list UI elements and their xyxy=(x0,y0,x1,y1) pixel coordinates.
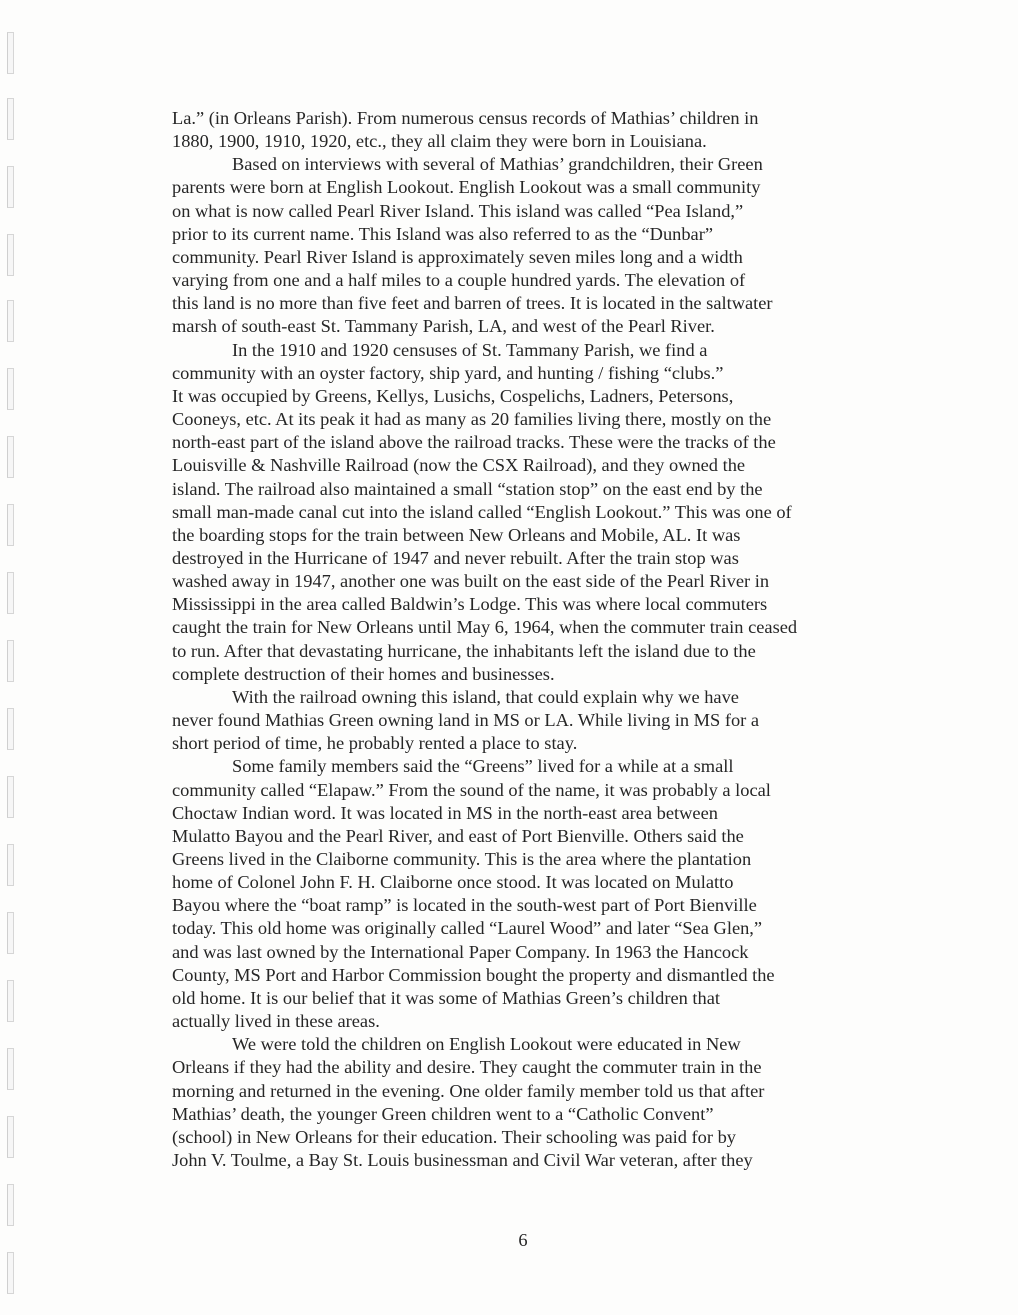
text-line: La.” (in Orleans Parish). From numerous census records of Mathias’ children in xyxy=(172,108,759,128)
text-line: It was occupied by Greens, Kellys, Lusichs, Cospelichs, Ladners, Petersons, xyxy=(172,385,734,406)
text-line: With the railroad owning this island, that could explain why we have xyxy=(232,686,739,707)
text-line: this land is no more than five feet and barren of trees. It is located in the saltwater xyxy=(172,293,773,314)
binding-hole xyxy=(7,1184,14,1226)
text-line: caught the train for New Orleans until May 6, 1964, when the commuter train ceased xyxy=(172,617,798,638)
binding-holes xyxy=(0,0,30,1315)
text-line: destroyed in the Hurricane of 1947 and never rebuilt. After the train stop was xyxy=(172,547,739,568)
text-line: actually lived in these areas. xyxy=(172,1011,380,1032)
binding-hole xyxy=(7,776,14,818)
text-line: Greens lived in the Claiborne community. This is the area where the plantation xyxy=(172,849,752,869)
text-line: parents were born at English Lookout. English Lookout was a small community xyxy=(172,177,761,198)
binding-hole xyxy=(7,980,14,1022)
text-line: 1880, 1900, 1910, 1920, etc., they all claim they were born in Louisiana. xyxy=(172,131,707,152)
text-line: today. This old home was originally called “Laurel Wood” and later “Sea Glen,” xyxy=(172,918,763,939)
text-line: island. The railroad also maintained a small “station stop” on the east end by the xyxy=(172,478,763,499)
text-line: Louisville & Nashville Railroad (now the CSX Railroad), and they owned the xyxy=(172,455,746,476)
text-line: never found Mathias Green owning land in MS or LA. While living in MS for a xyxy=(172,710,760,731)
text-line: Mulatto Bayou and the Pearl River, and east of Port Bienville. Others said the xyxy=(172,825,744,846)
binding-hole xyxy=(7,844,14,886)
binding-hole xyxy=(7,912,14,954)
text-line: marsh of south-east St. Tammany Parish, LA, and west of the Pearl River. xyxy=(172,316,715,337)
binding-hole xyxy=(7,98,14,140)
text-line: washed away in 1947, another one was built on the east side of the Pearl River in xyxy=(172,571,770,592)
binding-hole xyxy=(7,640,14,682)
text-line: Bayou where the “boat ramp” is located in the south-west part of Port Bienville xyxy=(172,895,757,916)
binding-hole xyxy=(7,234,14,276)
text-line: morning and returned in the evening. One older family member told us that after xyxy=(172,1080,765,1101)
binding-hole xyxy=(7,504,14,546)
text-line: Mathias’ death, the younger Green children went to a “Catholic Convent” xyxy=(172,1103,714,1124)
text-line: Mississippi in the area called Baldwin’s Lodge. This was where local commuters xyxy=(172,594,768,615)
binding-hole xyxy=(7,708,14,750)
text-line: the boarding stops for the train between New Orleans and Mobile, AL. It was xyxy=(172,524,741,545)
binding-hole xyxy=(7,436,14,478)
binding-hole xyxy=(7,1252,14,1294)
binding-hole xyxy=(7,368,14,410)
text-line: community with an oyster factory, ship yard, and hunting / fishing “clubs.” xyxy=(172,362,724,383)
text-line: John V. Toulme, a Bay St. Louis businessman and Civil War veteran, after they xyxy=(172,1150,753,1171)
text-line: In the 1910 and 1920 censuses of St. Tammany Parish, we find a xyxy=(232,339,708,360)
text-line: on what is now called Pearl River Island. This island was called “Pea Island,” xyxy=(172,200,744,221)
text-line: Based on interviews with several of Mathias’ grandchildren, their Green xyxy=(232,154,763,175)
text-line: home of Colonel John F. H. Claiborne once stood. It was located on Mulatto xyxy=(172,872,734,893)
text-line: varying from one and a half miles to a couple hundred yards. The elevation of xyxy=(172,270,746,291)
text-line: old home. It is our belief that it was some of Mathias Green’s children that xyxy=(172,987,721,1008)
document-body-text xyxy=(172,107,872,1172)
text-line: Orleans if they had the ability and desire. They caught the commuter train in the xyxy=(172,1057,762,1078)
text-line: short period of time, he probably rented a place to stay. xyxy=(172,733,578,754)
page-number: 6 xyxy=(518,1230,528,1250)
binding-hole xyxy=(7,300,14,342)
text-line: complete destruction of their homes and businesses. xyxy=(172,663,555,684)
text-line: to run. After that devastating hurricane, the inhabitants left the island due to the xyxy=(172,640,756,661)
binding-hole xyxy=(7,572,14,614)
binding-hole xyxy=(7,1116,14,1158)
text-line: County, MS Port and Harbor Commission bought the property and dismantled the xyxy=(172,964,775,985)
text-line: prior to its current name. This Island was also referred to as the “Dunbar” xyxy=(172,223,713,244)
text-line: community called “Elapaw.” From the sound of the name, it was probably a local xyxy=(172,779,771,800)
text-line: small man-made canal cut into the island called “English Lookout.” This was one of xyxy=(172,501,792,522)
text-line: Some family members said the “Greens” lived for a while at a small xyxy=(232,756,734,777)
binding-hole xyxy=(7,1048,14,1090)
binding-hole xyxy=(7,166,14,208)
text-line: north-east part of the island above the railroad tracks. These were the tracks of the xyxy=(172,432,776,453)
text-line: (school) in New Orleans for their education. Their schooling was paid for by xyxy=(172,1126,736,1147)
text-line: We were told the children on English Lookout were educated in New xyxy=(232,1034,741,1055)
text-line: community. Pearl River Island is approximately seven miles long and a width xyxy=(172,246,743,267)
text-line: Choctaw Indian word. It was located in MS in the north-east area between xyxy=(172,802,718,823)
binding-hole xyxy=(7,32,14,74)
text-line: and was last owned by the International Paper Company. In 1963 the Hancock xyxy=(172,941,749,962)
text-line: Cooneys, etc. At its peak it had as many as 20 families living there, mostly on the xyxy=(172,409,772,430)
